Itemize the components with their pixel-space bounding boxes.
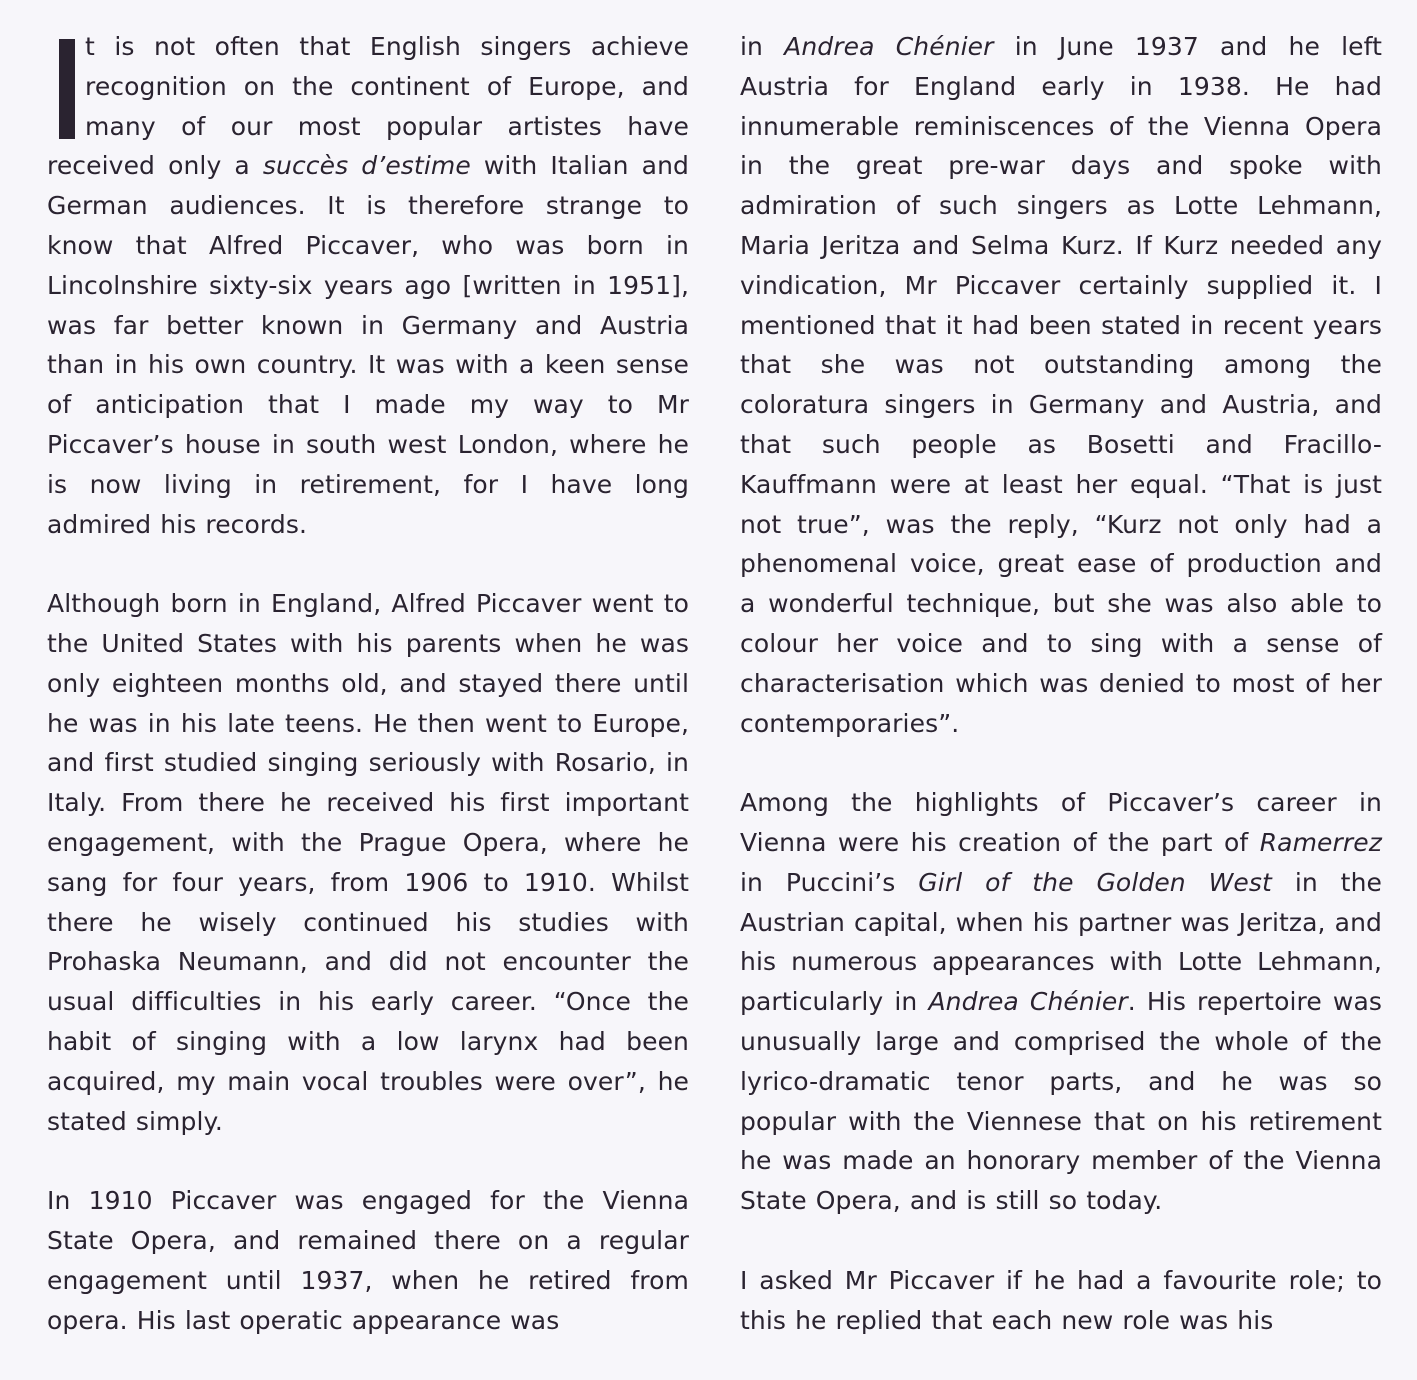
italic-run: succès d’estime bbox=[262, 151, 471, 181]
italic-run: Andrea Chénier bbox=[784, 32, 994, 61]
text-run: . His repertoire was unusually large and comprised the whole of the lyrico-dramatic tenor parts, and he was so popular with the Viennese that on his retirement he was made an honorary member of the Vienna State Opera, and is still so today. bbox=[740, 987, 1383, 1216]
paragraph-2 bbox=[47, 584, 689, 1141]
left-column bbox=[47, 27, 689, 1380]
italic-run: Girl of the Golden West bbox=[918, 867, 1272, 897]
text-run: with Italian and German audiences. It is therefore strange to know that Alfred Piccaver, who was born in Lincolnshire sixty-six years ago [written in 1951], was far better known in Germany and Austria than in his own country. It was with a keen sense of anticipation that I made my way to Mr Piccaver’s house in south west London, where he is now living in retirement, for I have long admired his records. bbox=[47, 151, 689, 539]
text-run: I asked Mr Piccaver if he had a favourite role; to this he replied that each new role was his bbox=[740, 1265, 1382, 1335]
paragraph-5 bbox=[740, 783, 1382, 1221]
paragraph-4 bbox=[740, 27, 1382, 743]
text-run: t is not often that English singers achieve recognition on the continent of Europe, and many of our most popular artistes have received only a bbox=[47, 32, 689, 181]
paragraph-3 bbox=[47, 1181, 689, 1340]
text-run: Although born in England, Alfred Piccaver went to the United States with his parents when he was only eighteen months old, and stayed there until he was in his late teens. He then went to Europe, and first studied singing seriously with Rosario, in Italy. From there he received his first important engagement, with the Prague Opera, where he sang for four years, from 1906 to 1910. Whilst there he wisely continued his studies with Prohaska Neumann, and did not encounter the usual difficulties in his early career. “Once the habit of singing with a low larynx had been acquired, my main vocal troubles were over”, he stated simply. bbox=[47, 589, 689, 1136]
dropcap-bar bbox=[59, 39, 75, 139]
italic-run: Andrea Chénier bbox=[928, 987, 1128, 1017]
text-run: in June 1937 and he left Austria for England early in 1938. He had innumerable reminiscences of the Vienna Opera in the great pre-war days and spoke with admiration of such singers as Lotte Lehmann, Maria Jeritza and Selma Kurz. If Kurz needed any vindication, Mr Piccaver certainly supplied it. I mentioned that it had been stated in recent years that she was not outstanding among the coloratura singers in Germany and Austria, and that such people as Bosetti and Fracillo-Kauffmann were at least her equal. “That is just not true”, was the reply, “Kurz not only had a phenomenal voice, great ease of production and a wonderful technique, but she was also able to colour her voice and to sing with a sense of characterisation which was denied to most of her contemporaries”. bbox=[740, 32, 1382, 738]
text-run: Among the highlights of Piccaver’s career in Vienna were his creation of the part of bbox=[740, 788, 1382, 857]
text-run: in Puccini’s bbox=[740, 867, 919, 897]
text-run: In 1910 Piccaver was engaged for the Vienna State Opera, and remained there on a regular engagement until 1937, when he retired from opera. His last operatic appearance was bbox=[47, 1186, 689, 1335]
text-run: in the Austrian capital, when his partner was Jeritza, and his numerous appearances with Lotte Lehmann, particularly in bbox=[740, 867, 1382, 1017]
paragraph-6 bbox=[740, 1261, 1382, 1341]
paragraph-1 bbox=[47, 27, 689, 544]
text-run: in bbox=[740, 32, 785, 61]
right-column bbox=[740, 27, 1382, 1380]
italic-run: Ramerrez bbox=[1259, 827, 1382, 857]
